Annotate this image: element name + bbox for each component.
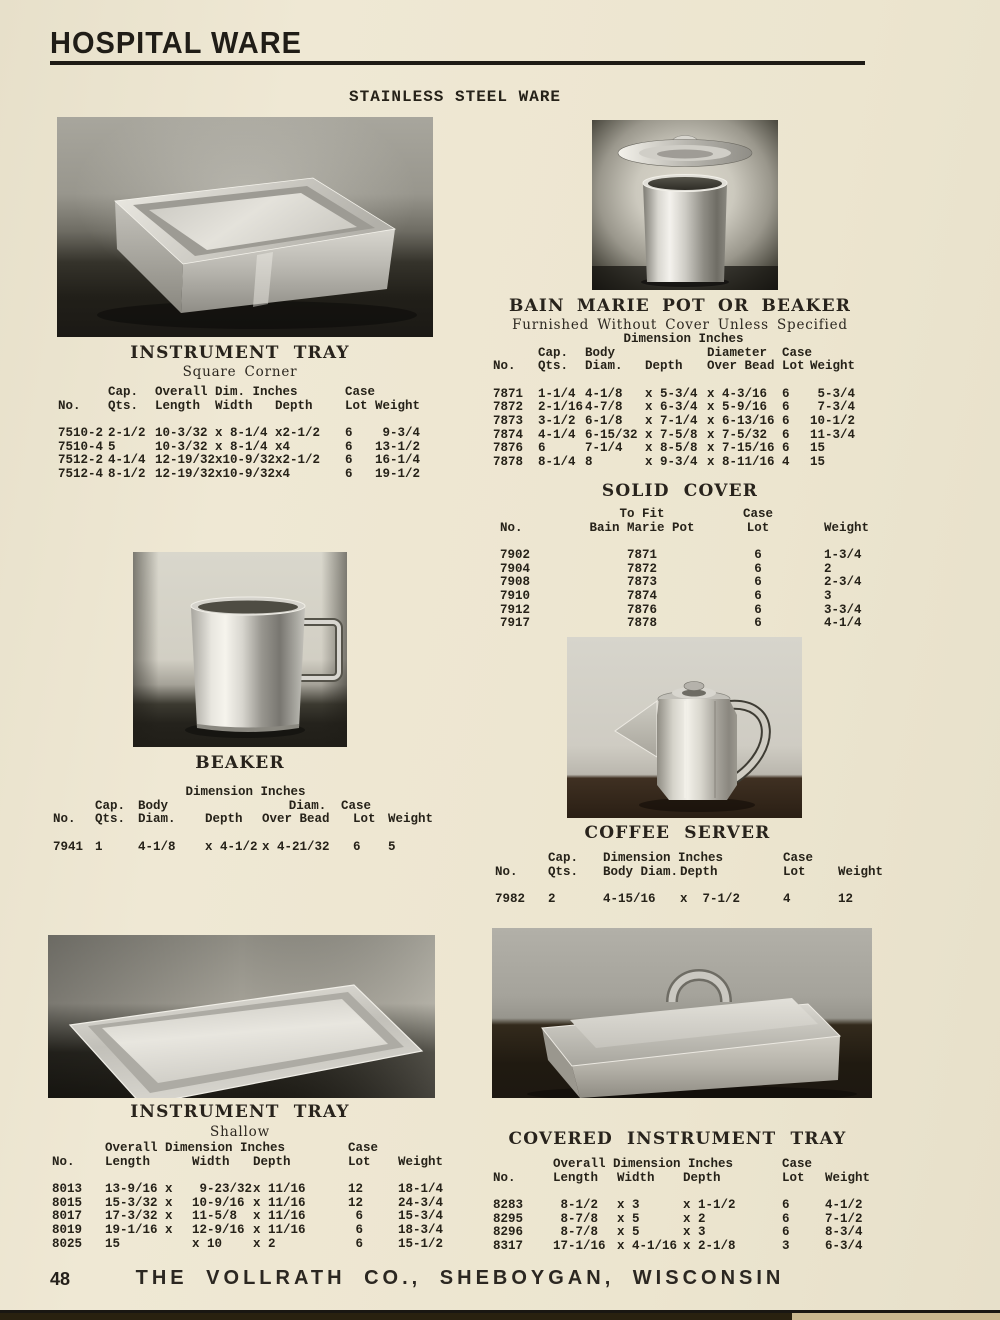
- column-header: Diam.: [288, 798, 327, 813]
- beaker-table: [53, 785, 434, 854]
- table-cell: 8-7/8: [553, 1225, 599, 1240]
- table-cell: x 4-1/16: [617, 1238, 678, 1253]
- table-cell: 8317: [493, 1238, 524, 1253]
- table-cell: 8015: [52, 1195, 83, 1210]
- table-row: [58, 468, 435, 482]
- table-cell: 12-19/32: [155, 466, 216, 481]
- page-title: HOSPITAL WARE: [50, 27, 302, 61]
- table-cell: 8-3/4: [825, 1225, 863, 1240]
- instrument-tray-table: [58, 386, 435, 482]
- column-header: Dimension Inches: [185, 785, 306, 799]
- table-cell: 18-3/4: [398, 1222, 444, 1237]
- bottom-edge-dark: [0, 1313, 792, 1320]
- table-cell: 7872: [493, 400, 524, 415]
- table-row: [500, 563, 880, 577]
- column-header: To Fit: [619, 507, 665, 521]
- page-number: 48: [50, 1269, 71, 1289]
- table-row: [52, 1169, 448, 1197]
- column-header: [205, 800, 262, 814]
- table-cell: 2-3/4: [824, 575, 862, 590]
- table-cell: x 8-1/4: [215, 439, 268, 454]
- table-cell: 8-1/2: [108, 466, 146, 481]
- table-cell: 7512-4: [58, 466, 104, 481]
- column-header: No.: [493, 1170, 516, 1185]
- table-cell: 4-1/2: [825, 1198, 863, 1213]
- table-cell: 2-1/16: [538, 400, 584, 415]
- table-row: [53, 827, 428, 855]
- section-title-covered-tray: COVERED INSTRUMENT TRAY: [508, 1129, 847, 1149]
- column-header: Qts.: [538, 359, 569, 374]
- table-cell: 4: [783, 892, 791, 907]
- table-cell: x 7-5/32: [707, 427, 768, 442]
- table-cell: 7-1/4: [585, 441, 623, 456]
- section-subtitle-square-corner: Square Corner: [182, 364, 298, 380]
- table-cell: 15: [105, 1236, 121, 1251]
- column-header: Case: [341, 798, 372, 813]
- section-title-instrument-tray: INSTRUMENT TRAY: [130, 343, 350, 363]
- table-cell: 7941: [53, 839, 84, 854]
- table-cell: 6: [754, 561, 762, 576]
- table-cell: 6: [348, 1209, 364, 1224]
- column-header: [495, 852, 548, 866]
- table-cell: 8-1/4: [538, 454, 576, 469]
- table-cell: 6: [782, 441, 790, 456]
- table-cell: 10-3/32: [155, 439, 208, 454]
- column-header: Case: [742, 507, 773, 521]
- table-cell: 7878: [493, 454, 524, 469]
- table-cell: x 5-3/4: [645, 386, 698, 401]
- section-subtitle-shallow: Shallow: [210, 1124, 270, 1140]
- column-header: Weight: [398, 1154, 444, 1169]
- table-cell: 6: [348, 1236, 364, 1251]
- table-cell: 12: [348, 1195, 364, 1210]
- table-cell: x 1-1/2: [683, 1198, 736, 1213]
- covered-tray-photo: [492, 928, 872, 1098]
- column-header: No.: [52, 1154, 75, 1169]
- table-cell: 7904: [500, 561, 531, 576]
- table-cell: 7982: [495, 892, 526, 907]
- table-cell: 6: [345, 426, 353, 441]
- table-cell: 2: [824, 561, 832, 576]
- column-header: Case: [348, 1141, 379, 1155]
- column-header: Width: [192, 1154, 230, 1169]
- table-cell: 4-1/8: [138, 839, 176, 854]
- table-cell: 4-7/8: [585, 400, 623, 415]
- column-header: Depth: [683, 1170, 721, 1185]
- table-cell: x 4-1/2: [205, 839, 258, 854]
- table-cell: 6: [345, 466, 353, 481]
- column-header: [52, 1142, 105, 1156]
- column-header: Case: [345, 385, 376, 399]
- column-header: [493, 1158, 553, 1172]
- column-header: [493, 347, 538, 361]
- table-cell: 5-3/4: [810, 386, 856, 401]
- column-header: Lot: [746, 520, 770, 535]
- table-cell: 8296: [493, 1225, 524, 1240]
- table-cell: 5: [388, 839, 396, 854]
- table-cell: 4-15/16: [603, 892, 656, 907]
- table-row: [493, 1185, 893, 1213]
- column-header: Length: [155, 398, 201, 413]
- table-cell: 6: [782, 427, 790, 442]
- table-row: [52, 1197, 448, 1211]
- table-cell: 3-1/2: [538, 413, 576, 428]
- table-cell: 6: [782, 1211, 790, 1226]
- table-row: [493, 1226, 893, 1240]
- column-header: Qts.: [548, 864, 579, 879]
- column-header: Qts.: [95, 812, 126, 827]
- table-cell: 3: [782, 1238, 790, 1253]
- column-header: Lot: [348, 1154, 371, 1169]
- column-header: Weight: [375, 398, 421, 413]
- table-cell: 15: [810, 454, 826, 469]
- table-row: [500, 604, 880, 618]
- table-cell: 1-1/4: [538, 386, 576, 401]
- table-cell: 11-3/4: [810, 427, 856, 442]
- column-header: Weight: [810, 359, 856, 374]
- table-cell: 7872: [626, 561, 657, 576]
- table-cell: x 3: [617, 1198, 640, 1213]
- table-row: [493, 1240, 893, 1254]
- table-cell: x 6-3/4: [645, 400, 698, 415]
- table-cell: 12-9/16: [192, 1222, 245, 1237]
- table-cell: 7873: [626, 575, 657, 590]
- column-header: Over Bead: [262, 812, 330, 827]
- table-cell: x 7-5/8: [645, 427, 698, 442]
- table-cell: 6: [754, 602, 762, 617]
- table-cell: 7510-4: [58, 439, 104, 454]
- table-cell: x 11/16: [253, 1195, 306, 1210]
- table-cell: 6: [782, 1225, 790, 1240]
- table-cell: 15-3/4: [398, 1209, 444, 1224]
- column-header: Width: [617, 1170, 655, 1185]
- table-row: [493, 401, 872, 415]
- table-cell: 17-1/16: [553, 1238, 606, 1253]
- table-cell: 15-1/2: [398, 1236, 444, 1251]
- column-header: Diameter: [707, 345, 768, 360]
- table-cell: 10-3/32: [155, 426, 208, 441]
- column-header: Overall Dimension Inches: [553, 1157, 734, 1171]
- column-header: Lot: [345, 398, 368, 413]
- column-header: [500, 508, 570, 522]
- column-header: Weight: [825, 1170, 871, 1185]
- column-header: No.: [493, 359, 516, 374]
- table-cell: 8025: [52, 1236, 83, 1251]
- table-cell: x 11/16: [253, 1222, 306, 1237]
- table-cell: 17-3/32 x: [105, 1209, 173, 1224]
- column-header: Body: [585, 345, 616, 360]
- column-header: Case: [782, 345, 813, 360]
- table-row: [58, 441, 435, 455]
- column-header: No.: [500, 520, 523, 535]
- solid-cover-table: [500, 508, 880, 631]
- instrument-tray-photo: [57, 117, 433, 337]
- section-note-bain-marie: Furnished Without Cover Unless Specified: [512, 317, 848, 333]
- table-cell: 12: [838, 892, 854, 907]
- column-header: Lot: [782, 359, 805, 374]
- table-cell: 8: [585, 454, 593, 469]
- table-cell: 1-3/4: [824, 548, 862, 563]
- column-header: Cap.: [548, 851, 579, 865]
- table-row: [493, 415, 872, 429]
- table-cell: x 5: [617, 1225, 640, 1240]
- column-header: Depth: [680, 864, 718, 879]
- table-row: [52, 1210, 448, 1224]
- column-header: Dimension Inches: [603, 851, 724, 865]
- table-cell: x 3: [683, 1225, 706, 1240]
- table-cell: 7912: [500, 602, 531, 617]
- column-header: Length: [105, 1154, 151, 1169]
- table-cell: x 4-21/32: [262, 839, 330, 854]
- column-header: Depth: [645, 359, 683, 374]
- table-cell: 6-1/8: [585, 413, 623, 428]
- table-cell: x 6-13/16: [707, 413, 775, 428]
- table-cell: 19-1/16 x: [105, 1222, 173, 1237]
- table-cell: 19-1/2: [375, 466, 421, 481]
- coffee-server-photo: [567, 637, 802, 818]
- column-header: [802, 508, 880, 522]
- table-cell: 3: [824, 588, 832, 603]
- table-cell: 8019: [52, 1222, 83, 1237]
- table-cell: 6: [782, 1198, 790, 1213]
- column-header: Body Diam.: [603, 864, 679, 879]
- table-cell: 7510-2: [58, 426, 104, 441]
- table-cell: 8283: [493, 1198, 524, 1213]
- table-cell: x 8-5/8: [645, 441, 698, 456]
- table-cell: 5: [108, 439, 116, 454]
- column-header: Over Bead: [707, 359, 775, 374]
- column-header: Weight: [388, 812, 434, 827]
- table-row: [493, 374, 872, 402]
- table-cell: 16-1/4: [375, 453, 421, 468]
- table-cell: 6: [345, 453, 353, 468]
- table-cell: 7-3/4: [810, 400, 856, 415]
- column-header: [58, 386, 108, 400]
- column-header: Lot: [353, 812, 376, 827]
- section-title-coffee-server: COFFEE SERVER: [584, 823, 771, 843]
- table-cell: 6-15/32: [585, 427, 638, 442]
- table-cell: 6: [754, 616, 762, 631]
- table-cell: x2-1/2: [275, 453, 321, 468]
- table-cell: 8-1/2: [553, 1198, 599, 1213]
- table-row: [495, 879, 883, 907]
- table-cell: 7874: [493, 427, 524, 442]
- table-cell: 10-1/2: [810, 413, 856, 428]
- column-header: Length: [553, 1170, 599, 1185]
- table-cell: 7910: [500, 588, 531, 603]
- table-row: [52, 1238, 448, 1252]
- bain-marie-table: [493, 333, 872, 469]
- column-header: Depth: [275, 398, 313, 413]
- column-header: Weight: [838, 864, 884, 879]
- column-header: Depth: [205, 812, 243, 827]
- column-header: Overall Dim. Inches: [155, 385, 298, 399]
- table-cell: 3-3/4: [824, 602, 862, 617]
- table-cell: 6: [353, 839, 361, 854]
- column-header: Cap.: [95, 798, 126, 813]
- column-header: Case: [782, 1157, 813, 1171]
- table-row: [493, 1213, 893, 1227]
- table-cell: x10-9/32: [215, 466, 276, 481]
- column-header: No.: [58, 398, 81, 413]
- column-header: [53, 786, 138, 800]
- table-cell: 7908: [500, 575, 531, 590]
- table-cell: x 2-1/8: [683, 1238, 736, 1253]
- table-cell: 4-1/4: [538, 427, 576, 442]
- table-row: [58, 413, 435, 441]
- table-cell: x 10: [192, 1236, 223, 1251]
- column-header: Overall Dimension Inches: [105, 1141, 286, 1155]
- column-header: Case: [783, 851, 814, 865]
- section-title-beaker: BEAKER: [195, 753, 285, 773]
- table-cell: x2-1/2: [275, 426, 321, 441]
- column-header: [493, 333, 585, 347]
- table-cell: x 5-9/16: [707, 400, 768, 415]
- section-title-bain-marie: BAIN MARIE POT OR BEAKER: [508, 296, 852, 316]
- table-cell: x 11/16: [253, 1182, 306, 1197]
- section-title-instrument-tray-shallow: INSTRUMENT TRAY: [130, 1102, 350, 1122]
- column-header: [645, 347, 707, 361]
- table-cell: 6: [782, 386, 790, 401]
- column-header: Lot: [782, 1170, 805, 1185]
- coffee-server-table: [495, 852, 883, 907]
- shallow-tray-photo: [48, 935, 435, 1098]
- table-cell: x 5: [617, 1211, 640, 1226]
- table-cell: 6: [754, 588, 762, 603]
- table-cell: 4-1/4: [108, 453, 146, 468]
- table-cell: 6: [754, 575, 762, 590]
- table-cell: x 7-1/2: [680, 892, 741, 907]
- table-cell: 4-1/4: [824, 616, 862, 631]
- table-row: [500, 576, 880, 590]
- table-cell: 7512-2: [58, 453, 104, 468]
- table-cell: 7873: [493, 413, 524, 428]
- table-cell: 6: [345, 439, 353, 454]
- table-cell: 11-5/8: [192, 1209, 238, 1224]
- table-cell: 13-9/16 x: [105, 1182, 173, 1197]
- table-cell: 8295: [493, 1211, 524, 1226]
- column-header: [353, 786, 428, 800]
- table-cell: 4-1/8: [585, 386, 623, 401]
- column-header: Lot: [783, 864, 806, 879]
- table-row: [500, 535, 880, 563]
- table-cell: x4: [275, 466, 291, 481]
- table-cell: 8013: [52, 1182, 83, 1197]
- column-header: [782, 333, 872, 347]
- column-header: Cap.: [108, 385, 139, 399]
- column-header: Diam.: [585, 359, 623, 374]
- table-cell: 9-23/32: [192, 1182, 253, 1197]
- table-cell: 6-3/4: [825, 1238, 863, 1253]
- bottom-edge-tan: [792, 1313, 1000, 1320]
- table-cell: x 2: [683, 1211, 706, 1226]
- table-cell: x4: [275, 439, 291, 454]
- table-cell: 9-3/4: [375, 426, 421, 441]
- table-cell: 12-19/32: [155, 453, 216, 468]
- column-header: Dimension Inches: [623, 332, 744, 346]
- table-cell: 7876: [626, 602, 657, 617]
- table-cell: 13-1/2: [375, 439, 421, 454]
- table-cell: 1: [95, 839, 103, 854]
- table-cell: 15: [810, 441, 826, 456]
- table-row: [52, 1224, 448, 1238]
- shallow-tray-table: [52, 1142, 448, 1251]
- table-cell: 7902: [500, 548, 531, 563]
- footer-company-line: THE VOLLRATH CO., SHEBOYGAN, WISCONSIN: [135, 1267, 785, 1289]
- bain-marie-pot-photo: [592, 120, 778, 290]
- column-header: No.: [495, 864, 518, 879]
- table-cell: 6: [348, 1222, 364, 1237]
- column-header: Weight: [824, 520, 870, 535]
- title-rule: [50, 61, 865, 65]
- table-cell: x 2: [253, 1236, 276, 1251]
- table-cell: 12: [348, 1182, 364, 1197]
- table-row: [58, 454, 435, 468]
- table-cell: 7-1/2: [825, 1211, 863, 1226]
- column-header: Qts.: [108, 398, 139, 413]
- table-cell: 6: [782, 413, 790, 428]
- table-cell: 6: [754, 548, 762, 563]
- table-cell: 6: [538, 441, 546, 456]
- table-cell: x 8-1/4: [215, 426, 268, 441]
- table-cell: 7917: [500, 616, 531, 631]
- table-cell: 24-3/4: [398, 1195, 444, 1210]
- table-cell: 7876: [493, 441, 524, 456]
- beaker-photo: [133, 552, 347, 747]
- table-cell: x 9-3/4: [645, 454, 698, 469]
- column-header: [53, 800, 95, 814]
- section-title-solid-cover: SOLID COVER: [601, 481, 759, 501]
- column-header: Bain Marie Pot: [589, 520, 695, 535]
- table-cell: 6: [782, 400, 790, 415]
- table-cell: x 7-15/16: [707, 441, 775, 456]
- table-cell: 18-1/4: [398, 1182, 444, 1197]
- table-row: [493, 442, 872, 456]
- table-cell: 10-9/16: [192, 1195, 245, 1210]
- table-row: [500, 590, 880, 604]
- table-cell: 7871: [626, 548, 657, 563]
- column-header: Cap.: [538, 345, 569, 360]
- table-cell: x 4-3/16: [707, 386, 768, 401]
- column-header: Depth: [253, 1154, 291, 1169]
- column-header: Width: [215, 398, 253, 413]
- column-header: Body: [138, 798, 169, 813]
- table-row: [493, 429, 872, 443]
- table-cell: x 7-1/4: [645, 413, 698, 428]
- table-row: [500, 617, 880, 631]
- table-cell: x 8-11/16: [707, 454, 775, 469]
- table-cell: 2-1/2: [108, 426, 146, 441]
- table-cell: 7878: [626, 616, 657, 631]
- table-row: [493, 456, 872, 470]
- column-header: No.: [53, 812, 76, 827]
- table-cell: 8-7/8: [553, 1211, 599, 1226]
- table-cell: 15-3/32 x: [105, 1195, 173, 1210]
- table-cell: 7871: [493, 386, 524, 401]
- table-cell: 7874: [626, 588, 657, 603]
- covered-tray-table: [493, 1158, 893, 1254]
- column-header: Diam.: [138, 812, 176, 827]
- table-cell: 4: [782, 454, 790, 469]
- table-cell: x 11/16: [253, 1209, 306, 1224]
- table-cell: 2: [548, 892, 556, 907]
- table-cell: x10-9/32: [215, 453, 276, 468]
- table-cell: 8017: [52, 1209, 83, 1224]
- category-heading: STAINLESS STEEL WARE: [348, 88, 562, 106]
